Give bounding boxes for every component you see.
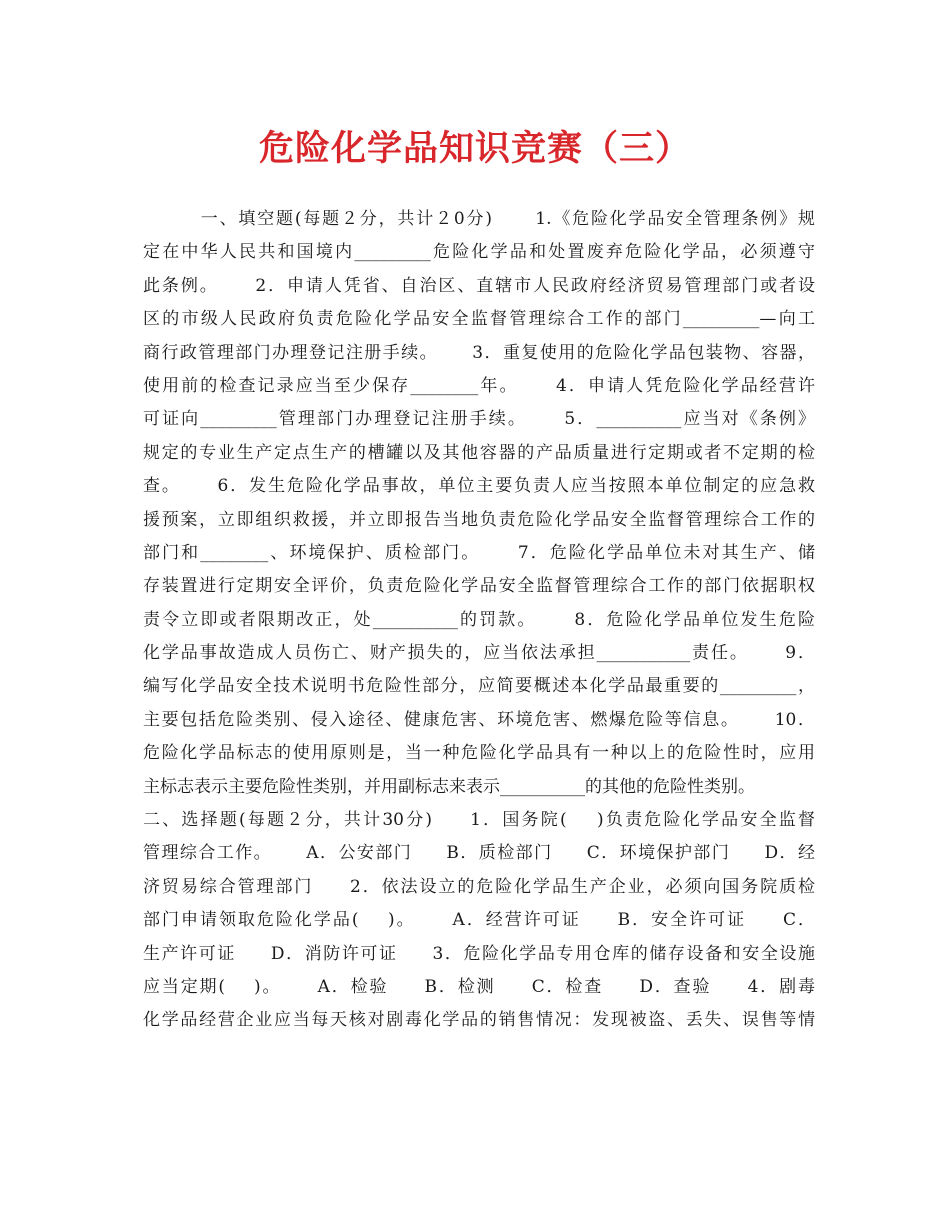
text-line: 生产许可证 D．消防许可证 3．危险化学品专用仓库的储存设备和安全设施 — [143, 943, 815, 964]
text-line: 规定的专业生产定点生产的槽罐以及其他容器的产品质量进行定期或者不定期的检 — [143, 442, 815, 463]
text-line: 援预案，立即组织救援，并立即报告当地负责危险化学品安全监督管理综合工作的 — [143, 509, 815, 530]
text-line: 责令立即或者限期改正，处__________的罚款。 8．危险化学品单位发生危险 — [143, 609, 815, 630]
text-line: 管理综合工作。 A．公安部门 B．质检部门 C．环境保护部门 D．经 — [143, 843, 815, 864]
text-line: 部门申请领取危险化学品( )。 A．经营许可证 B．安全许可证 C． — [143, 910, 815, 931]
text-line: 一、填空题(每题２分，共计２0分) 1.《危险化学品安全管理条例》规 — [143, 209, 815, 229]
text-line: 此条例。 2．申请人凭省、自治区、直辖市人民政府经济贸易管理部门或者设 — [143, 275, 815, 296]
text-line: 区的市级人民政府负责危险化学品安全监督管理综合工作的部门_________—向工 — [143, 309, 815, 330]
text-line: 编写化学品安全技术说明书危险性部分，应简要概述本化学品最重要的_________， — [143, 676, 815, 697]
text-line: 商行政管理部门办理登记注册手续。 3．重复使用的危险化学品包装物、容器， — [143, 342, 815, 363]
text-line: 使用前的检查记录应当至少保存________年。 4．申请人凭危险化学品经营许 — [143, 375, 815, 396]
text-line: 化学品经营企业应当每天核对剧毒化学品的销售情况：发现被盗、丢失、误售等情 — [143, 1010, 815, 1031]
text-line: 定在中华人民共和国境内_________危险化学品和处置废弃危险化学品，必须遵守 — [143, 242, 815, 263]
text-line: 化学品事故造成人员伤亡、财产损失的，应当依法承担___________责任。 9． — [143, 643, 815, 664]
text-line: 部门和________、环境保护、质检部门。 7．危险化学品单位未对其生产、储 — [143, 542, 815, 563]
text-line: 应当定期( )。 A．检验 B．检测 C．检查 D．查验 4．剧毒 — [143, 976, 815, 997]
text-line: 可证向_________管理部门办理登记注册手续。 5．__________应当对《条例》 — [143, 409, 815, 430]
page-title: 危险化学品知识竞赛（三） — [258, 128, 691, 169]
text-line: 二、选择题(每题２分，共计30分) 1．国务院( )负责危险化学品安全监督 — [143, 810, 815, 831]
text-line: 查。 6．发生危险化学品事故，单位主要负责人应当按照本单位制定的应急救 — [143, 476, 815, 497]
text-line: 主要包括危险类别、侵入途径、健康危害、环境危害、燃爆危险等信息。 10． — [143, 709, 815, 730]
text-line: 主标志表示主要危险性类别，并用副标志来表示__________的其他的危险性类别。 — [143, 776, 755, 797]
text-line: 存装置进行定期安全评价，负责危险化学品安全监督管理综合工作的部门依据职权 — [143, 576, 815, 597]
document-body — [143, 203, 815, 1038]
text-line: 济贸易综合管理部门 2．依法设立的危险化学品生产企业，必须向国务院质检 — [143, 876, 815, 897]
text-line: 危险化学品标志的使用原则是，当一种危险化学品具有一种以上的危险性时，应用 — [143, 743, 815, 764]
